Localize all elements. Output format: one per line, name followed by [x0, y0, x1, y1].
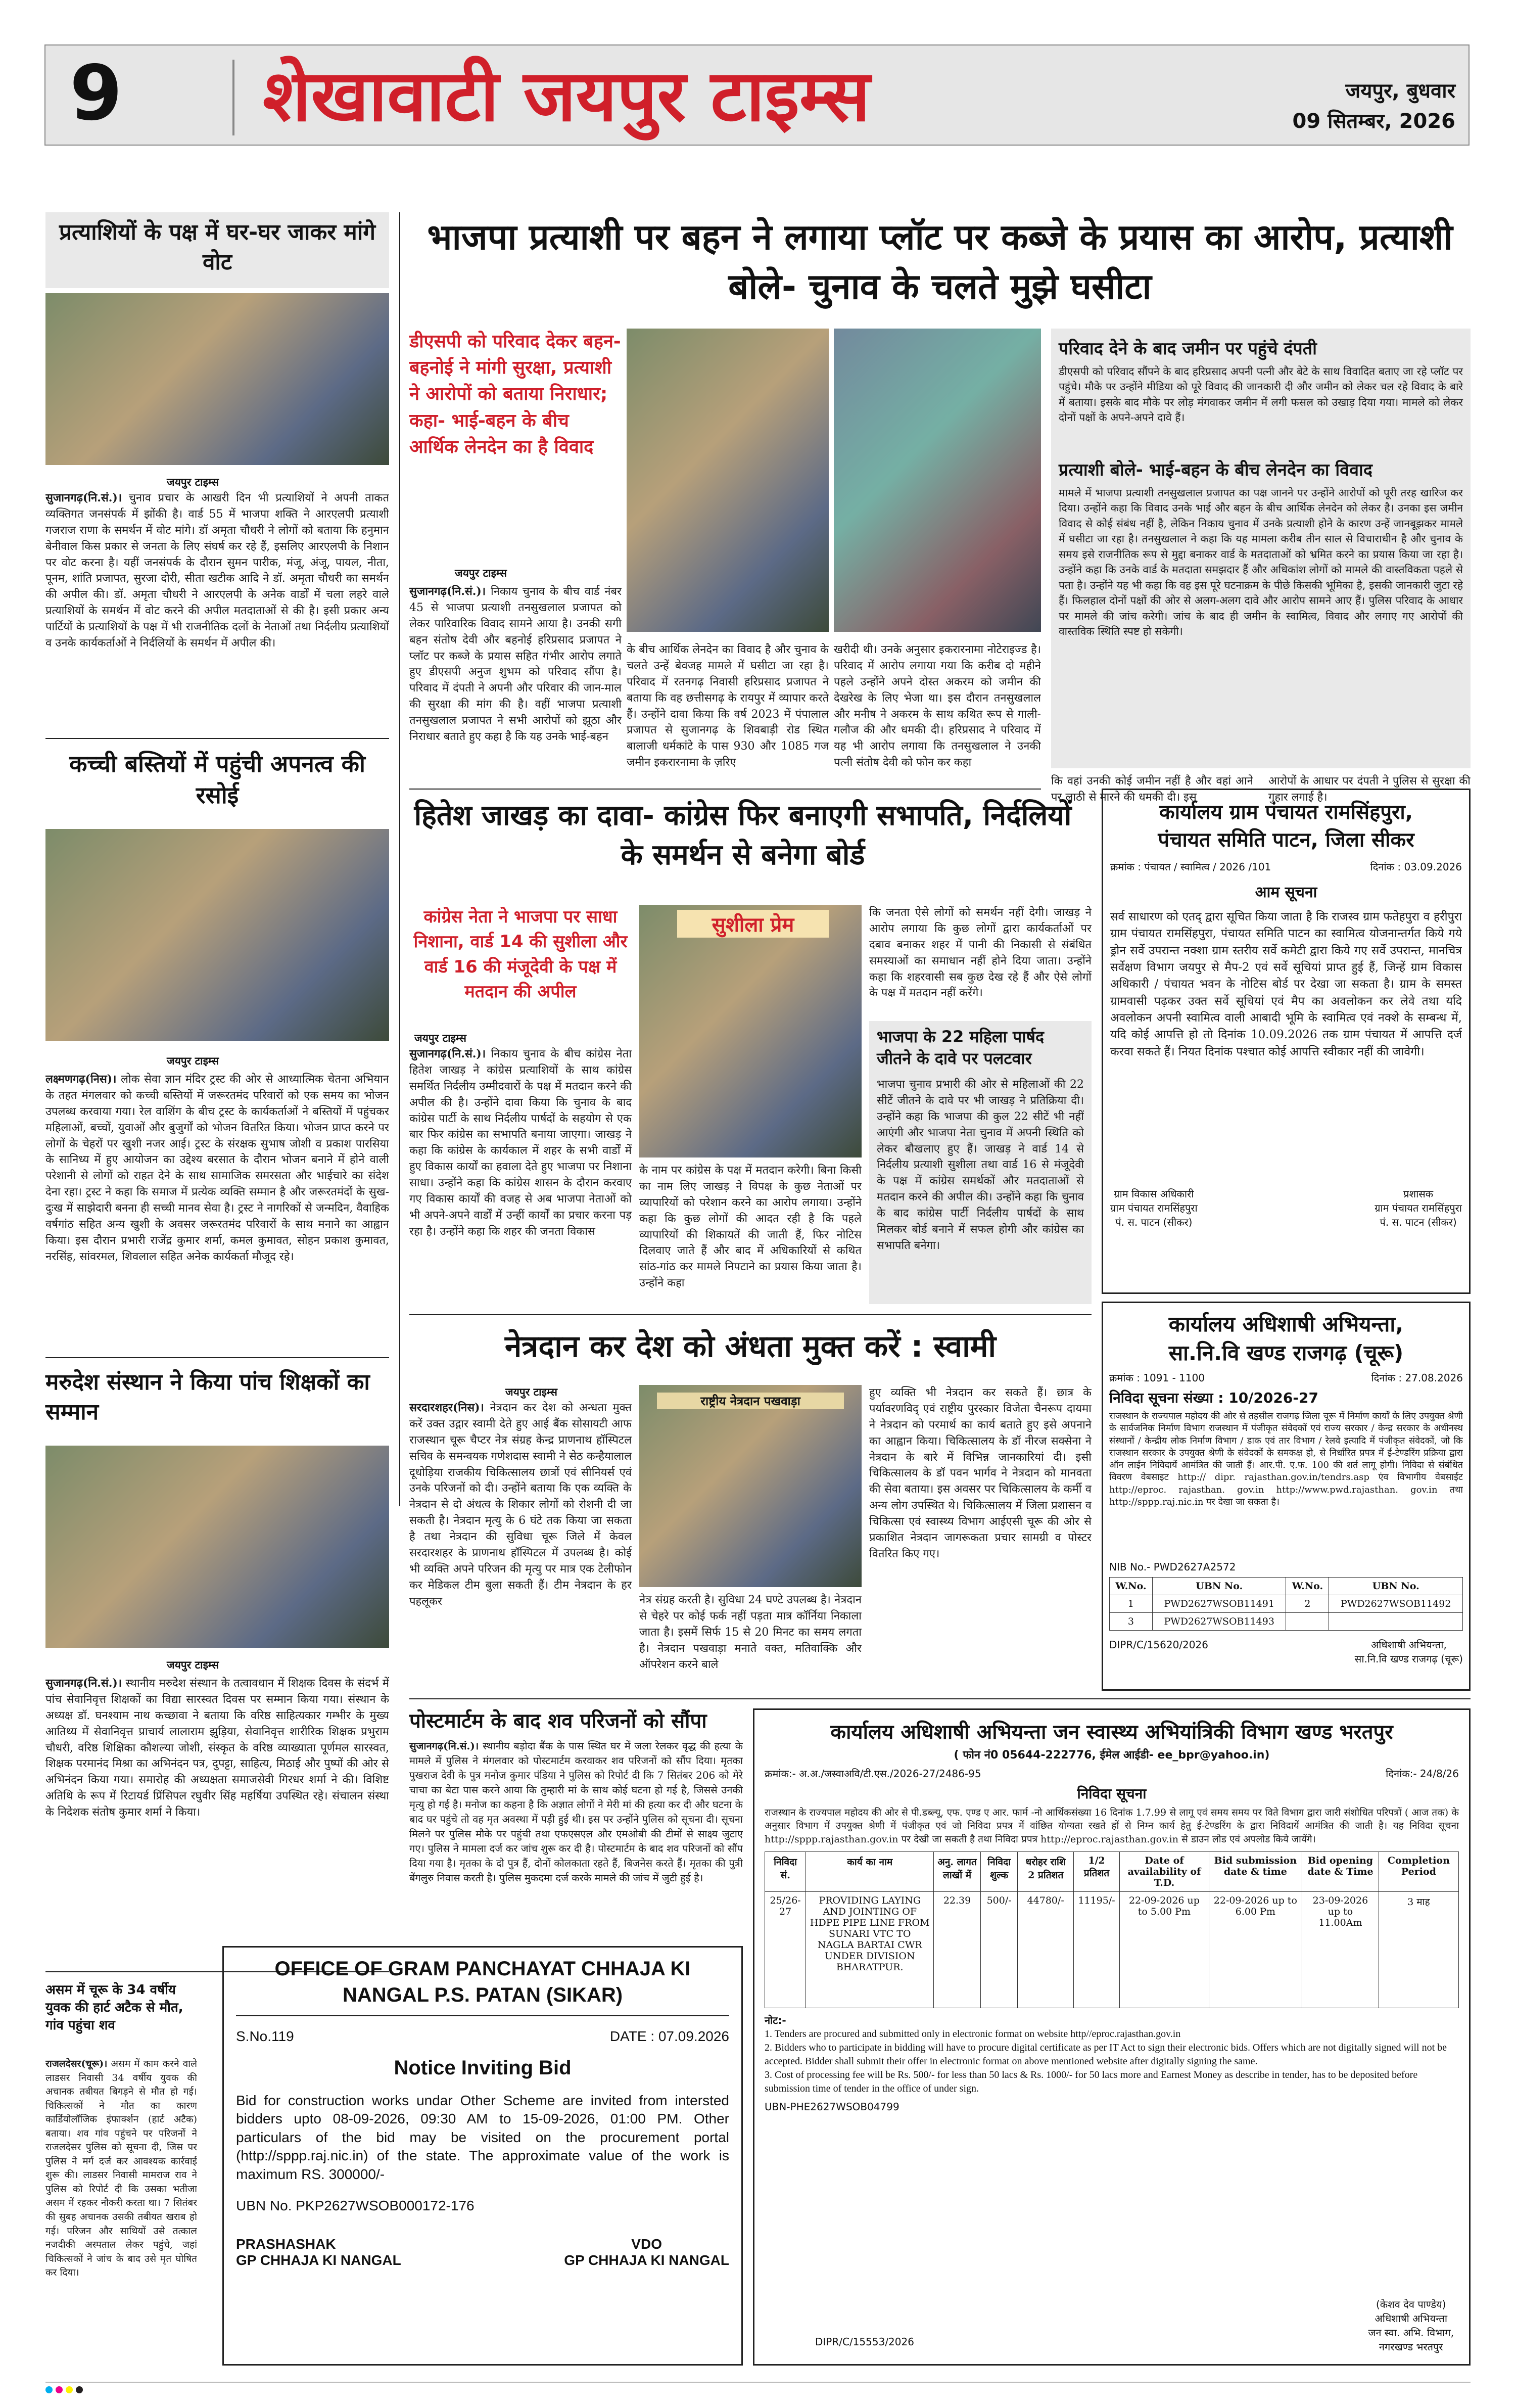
notice-signature: (केशव देव पाण्डेय) अधिशाषी अभियन्ता जन स्वा. अभि. विभाग, नगरखण्ड भरतपुर: [1368, 2298, 1454, 2353]
notice-title: कार्यालय ग्राम पंचायत रामसिंहपुरा,: [1159, 801, 1413, 824]
article-4-body: [45, 2057, 197, 2340]
article-1-headline: प्रत्याशियों के पक्ष में घर-घर जाकर मांगे वोट: [59, 219, 376, 275]
notice-title: OFFICE OF GRAM PANCHAYAT CHHAJA KI NANGAL P.S. PATAN (SIKAR): [236, 1956, 729, 2016]
article-2-dateline: लक्ष्मणगढ़(निस)।: [45, 1073, 117, 1086]
notice-date: दिनांक:- 24/8/26: [1386, 1767, 1459, 1780]
notice-nib-no: NIB No.- PWD2627A2572: [1109, 1561, 1236, 1573]
notice-body: राजस्थान के राज्यपाल महोदय की ओर से पी.डब्ल्यू, एफ. एण्ड ए आर. फार्म -नो आर्थिकसंख्या 16 दिनांक 1.7.99 से लागू एवं समय समय पर विते विभाग द्वारा जारी संशोधित परिपत्रों ( आज तक) के अनुसार विभाग में उपयुक्त श्रेणी में पंजीकृत एवं जो निविदा प्रपत्र में वांछित योग्यता रखते हों से निम्न कार्य हेतु ई-टेण्डरिंग के द्वारा निविदायें आमंत्रित की जाती है। यह निविदा सूचना http://sppp.rajasthan.gov.in पर देखी जा सकती है तथा निविदा प्रपत्र http://eproc.rajasthan.gov.in से डाउन लोड एवं अपलोड किये जायेंगे।: [765, 1807, 1459, 1845]
main-sidebox-title: परिवाद देने के बाद जमीन पर पहुंचे दंपती: [1059, 339, 1317, 359]
notice-chhaja: [222, 1946, 743, 2366]
main-dateline: सुजानगढ़(नि.सं.)।: [409, 585, 486, 598]
article-1-byline: जयपुर टाइम्स: [167, 476, 219, 488]
notice-body: सर्व साधारण को एतद् द्वारा सूचित किया जाता है कि राजस्व ग्राम फतेहपुरा व हरीपुरा ग्राम पंचायत रामसिंहपुरा, पंचायत समिति पाटन का स्वामित्व योजनान्तर्गत किये गये ड्रोन सर्वे उपरान्त नक्शा ग्राम स्तरीय सर्वे कमेटी द्वारा किये गए सर्वे उपरान्त, मानचित्र सर्वेक्षण विभाग जयपुर से मैप-2 एवं सर्वे सूचियां प्राप्त हुई हैं, जिन्हें ग्राम विकास अधिकारी / पंचायत भवन के नोटिस बोर्ड पर देखा जा सकता है। ग्राम के समस्त ग्रामवासी पढ़कर उक्त सर्वे सूचियां एवं मैप का अवलोकन कर लेवे तथा यदि अवलोकन अपनी स्वामित्व वाली आबादी भूमि के स्वामित्व एवं नक्शे के सम्बन्ध में, यदि कोई आपत्ति हो तो दिनांक 10.09.2026 तक ग्राम पंचायत में आपत्ति दर्ज करवा सकते हैं। नियत दिनांक पश्चात कोई आपत्ति स्वीकार नहीं की जावेगी।: [1110, 910, 1462, 1058]
divider: [45, 1357, 389, 1358]
notice-ref: क्रमांक:- अ.अ./जस्वाअवि/टी.एस./2026-27/2486-95: [765, 1767, 981, 1780]
story3-headline: नेत्रदान कर देश को अंधता मुक्त करें : स्वामी: [504, 1329, 997, 1364]
notice-date: DATE : 07.09.2026: [609, 2028, 729, 2044]
story2-sidebox-title: भाजपा के 22 महिला पार्षद जीतने के दावे पर पलटवार: [877, 1027, 1045, 1069]
article-3-headline: मरुदेश संस्थान ने किया पांच शिक्षकों का सम्मान: [45, 1369, 370, 1425]
story2-sidebox-text: भाजपा चुनाव प्रभारी की ओर से महिलाओं की 22 सीटें जीतने के दावे पर भी जाखड़ ने प्रतिक्रिया दी। उन्होंने कहा कि भाजपा की कुल 22 सीटें भी नहीं आएंगी और भाजपा नेता चुनाव में अपनी स्थिति को लेकर बौखलाए हुए हैं। जाखड़ ने वार्ड 14 से निर्दलीय प्रत्याशी सुशीला तथा वार्ड 16 से मंजूदेवी के पक्ष में कांग्रेस समर्थकों और मतदाताओं से मतदान करने की अपील की। उन्होंने कहा कि चुनाव के बाद कांग्रेस पार्टी निर्दलीय पार्षदों के साथ मिलकर बोर्ड बनाने में सफल होगी और कांग्रेस का सभापति बनेगा।: [877, 1078, 1084, 1252]
header-date: 09 सितम्बर, 2026: [1292, 110, 1455, 133]
masthead-divider: [232, 60, 234, 135]
main-subhead: डीएसपी को परिवाद देकर बहन-बहनोई ने मांगी सुरक्षा, प्रत्याशी ने आरोपों को बताया निराधार; कहा- भाई-बहन के बीच आर्थिक लेनदेन का है विवाद: [409, 331, 621, 457]
story2-subhead: कांग्रेस नेता ने भाजपा पर साधा निशाना, वार्ड 14 की सुशीला और वार्ड 16 की मंजूदेवी के पक्ष में मतदान की अपील: [413, 907, 628, 1002]
main-tail-2: आरोपों के आधार पर दंपती ने पुलिस से सुरक्षा की गुहार लगाई है।: [1268, 775, 1471, 804]
article-4-headline: असम में चूरू के 34 वर्षीय युवक की हार्ट अटैक से मौत, गांव पहुंचा शव: [45, 1982, 183, 2033]
article-2-headline: कच्ची बस्तियों में पहुंची अपनत्व की रसोई: [69, 750, 365, 809]
notice-date: दिनांक : 27.08.2026: [1371, 1372, 1463, 1384]
story2-body-col3: कि जनता ऐसे लोगों को समर्थन नहीं देगी। जाखड़ ने आरोप लगाया कि कुछ लोगों द्वारा कार्यकर्ताओं पर दबाव बनाकर शहर में पानी की निकासी से संबंधित समस्याओं का समाधान नहीं होने दिया जाता। उन्होंने कहा कि शहरवासी सब कुछ देख रहे हैं और ऐसे लोगों के पक्ष में मतदान नहीं करेंगे।: [869, 906, 1092, 1000]
main-photo-complainant: [834, 329, 1041, 632]
notice-signature-right: प्रशासक ग्राम पंचायत रामसिंहपुरा पं. स. पाटन (सीकर): [1375, 1188, 1462, 1228]
main-byline: जयपुर टाइम्स: [455, 567, 507, 579]
notice-ref: क्रमांक : 1091 - 1100: [1109, 1372, 1205, 1384]
article-1-dateline: सुजानगढ़(नि.सं.)।: [45, 491, 122, 504]
notice-title: कार्यालय अधिशाषी अभियन्ता,: [1168, 1312, 1404, 1336]
article-2-text: लोक सेवा ज्ञान मंदिर ट्रस्ट की ओर से आध्यात्मिक चेतना अभियान के तहत मंगलवार को कच्ची बस्तियों में जरूरतमंद परिवारों को एक समय का भोजन उपलब्ध करवाया गया। रेल वाशिंग के बीच ट्रस्ट के कार्यकर्ताओं ने बस्तियों में पहुंचकर महिलाओं, बच्चों, युवाओं और बुजुर्गों को भोजन वितरित किया। भोजन प्राप्त करने पर लोगों के चेहरों पर खुशी नजर आई। ट्रस्ट के संरक्षक सुभाष जोशी व प्रकाश पारसिया के सानिध्य में हुए आयोजन का उद्देश्य बरसात के दौरान भोजन बनाने में होने वाली परेशानी से लोगों को राहत देने के साथ सामाजिक समरसता और भाईचारे का संदेश देना रहा। ट्रस्ट ने कहा कि समाज में प्रत्येक व्यक्ति सम्मान है और जरूरतमंदों के सुख-दुःख में साझेदारी बनना ही सच्ची मानव सेवा है। ट्रस्ट ने नागरिकों से जन्मदिन, वैवाहिक वर्षगांठ सहित अन्य खुशी के अवसर जरूरतमंद परिवारों के साथ मनाने का आह्वान किया। इस दौरान प्रभारी राजेंद्र कुमार शर्मा, कमल कुमावत, सोहन प्रकाश कुमावत, नरसिंह, सांवरमल, शिवलाल सहित अनेक कार्यकर्ता मौजूद रहे।: [45, 1073, 389, 1263]
column-divider: [399, 212, 400, 1506]
article-2-byline: जयपुर टाइम्स: [167, 1055, 219, 1067]
story2-headline: हितेश जाखड़ का दावा- कांग्रेस फिर बनाएगी सभापति, निर्दलियों के समर्थन से बनेगा बोर्ड: [414, 799, 1072, 872]
registration-dots: [45, 2382, 1471, 2394]
article-3-photo: [45, 1446, 389, 1648]
article-1-text: चुनाव प्रचार के आखरी दिन भी प्रत्याशियों ने अपनी ताकत व्यक्तिगत जनसंपर्क में झोंकी है। वार्ड 55 में भाजपा शक्ति ने आरएलपी प्रत्याशी गजराज राणा के समर्थन में वोट मांगे। डॉ अमृता चौधरी ने लोगों को बताया कि हनुमान बेनीवाल किस प्रकार से जनता के लिए संघर्ष कर रहे हैं, इसलिए आरएलपी के निशान पर वोट करना है। यहीं जनसंपर्क के दौरान सुमन पारीक, मंजू, अंजू, पायल, नीता, पूनम, शांति प्रजापत, सुरजा दोरी, सीता खटीक आदि ने डॉ. अमृता चौधरी का समर्थन की अपील की। डॉ. अमृता चौधरी ने आरएलपी के अनेक वार्डों में चला लहरे वाले प्रत्याशियों के समर्थन में वोट करने की अपील मतदाताओं से की है। इसी प्रकार अन्य पार्टियों के प्रत्याशियों के पक्ष में भी राजनीतिक दलों के नेताओं तथा निर्दलीय प्रत्याशियों व उनके कार्यकर्ताओं ने निर्दलियों के समर्थन में अपील की।: [45, 492, 389, 650]
main-body-col2: के बीच आर्थिक लेनदेन का विवाद है और चुनाव के चलते उन्हें बेवजह मामले में घसीटा जा रहा है। परिवाद में रतनगढ़ निवासी हरिप्रसाद प्रजापत ने बताया कि वह छत्तीसगढ़ के रायपुर में व्यापार करते हैं। उन्होंने दावा किया कि वर्ष 2023 में पंपालाल प्रजापत से सुजानगढ़ के शिवबाड़ी रोड स्थित बालाजी धर्मकांटे के पास 930 और 1085 गज जमीन इकरारनामा के ज़रिए: [627, 643, 829, 769]
article-1-body: [45, 490, 389, 733]
story3-byline: जयपुर टाइम्स: [505, 1386, 557, 1398]
notice-phone: ( फोन नं0 05644-222776, ईमेल आईडी- ee_bpr@yahoo.in): [954, 1749, 1270, 1762]
article-4-dateline: राजलदेसर(चूरू)।: [45, 2058, 108, 2069]
notice-heading: Notice Inviting Bid: [394, 2057, 572, 2079]
story3-body-col3: हुए व्यक्ति भी नेत्रदान कर सकते हैं। छात्र के पर्यावरणविद् एवं राष्ट्रीय पुरस्कार विजेता चैनरूप दायमा ने नेत्रदान को परमार्थ का कार्य बताते हुए इसे अपनाने का आह्वान किया। चिकित्सालय के डॉ नीरज सक्सेना ने नेत्रदान के बारे में विभिन्न जानकारियां दी। इसी चिकित्सालय के डॉ पवन भार्गव ने नेत्रदान को मानवता की सेवा बताया। इस अवसर पर चिकित्सालय के कर्मी व अन्य लोग उपस्थित थे। चिकित्सालय में जिला प्रशासन व चिकित्सा एवं स्वास्थ्य विभाग आईएसी चूरू की ओर से प्रकाशित नेत्रदान जागरूकता प्रचार सामग्री व पोस्टर वितरित किए गए।: [869, 1386, 1092, 1560]
notice-dipr: DIPR/C/15620/2026: [1109, 1639, 1208, 1651]
main-body-col3: खरीदी थी। उनके अनुसार इकरारनामा नोटेराइज्ड है। परिवाद में आरोप लगाया गया कि करीब दो महीने पहले उन्होंने अपने दोस्त अकरम को जमीन की देखरेख के लिए भेजा था। इस दौरान तनसुखलाल और मनीष ने अकरम के साथ कथित रूप से गाली-गलौज की और धमकी दी। हरिप्रसाद ने परिवाद में यह भी आरोप लगाया कि तनसुखलाल ने उनकी पत्नी संतोष देवी को फोन कर कहा: [834, 643, 1041, 769]
notice-nib-label: निविदा सूचना संख्या : 10/2026-27: [1109, 1390, 1318, 1406]
divider: [409, 1314, 1092, 1315]
story4-body: सुजानगढ़(नि.सं.)। स्थानीय बड़ोदा बैंक के पास स्थित घर में जला रेलकर वृद्ध की हत्या के मामले में पुलिस ने मंगलवार को पोस्टमार्टम करवाकर शव परिजनों को सौंप दिया। मृतका पुखराज देवी के पुत्र मनोज कुमार पंडिया ने पुलिस को रिपोर्ट दी कि 7 सितंबर 206 को मेरे चाचा का बेटा पास करने आया कि तुम्हारी मां के साथ कोई घटना हो गई है, जिससे उनकी मृत्यु हो गई है। मनोज का कहना है कि अज्ञात लोगों ने मेरी मां की हत्या कर दी और घटना के बाद घर पहुंचे तो वह मृत अवस्था में पड़ी हुई थी। इस पर उन्होंने पुलिस को सूचना दी। सूचना मिलने पर पुलिस मौके पर पहुंची तथा एफएसएल और एमओबी की टीमों से साक्ष्य जुटाए गए। पुलिस ने मामला दर्ज कर जांच शुरू कर दी है। पोस्टमार्टम के बाद शव परिजनों को सौंप दिया गया है। मृतका के दो पुत्र हैं, दोनों कोलकाता रहते हैं, बिजनेस करते हैं। मृतका की पुत्री बेंगलुरु निवास करती है। पुलिस मुकदमा दर्ज करके मामले की जांच में जुटी हुई है।: [409, 1740, 743, 1884]
story2-photo-banner: सुशीला प्रेम: [677, 910, 829, 938]
notice-subtitle: पंचायत समिति पाटन, जिला सीकर: [1158, 828, 1414, 852]
story3-photo: [639, 1385, 862, 1587]
notice-heading: निविदा सूचना: [1077, 1785, 1147, 1802]
article-4-text: असम में काम करने वाले लाडसर निवासी 34 वर्षीय युवक की अचानक तबीयत बिगड़ने से मौत हो गई। चिकित्सकों ने मौत का कारण कार्डियोलॉजिक इंफार्क्शन (हार्ट अटैक) बताया। शव गांव पहुंचने पर परिजनों ने राजलदेसर पुलिस को सूचना दी, जिस पर पुलिस ने मर्ग दर्ज कर आवश्यक कार्रवाई शुरू की। लाडसर निवासी मामराज राव ने पुलिस को रिपोर्ट दी कि उसका भतीजा असम में रहकर नौकरी करता था। 7 सितंबर की सुबह अचानक उसकी तबीयत खराब हो गई। परिजन और साथियों उसे तत्काल नजदीकी अस्पताल लेकर पहुंचे, जहां चिकित्सकों ने जांच के बाद उसे मृत घोषित कर दिया।: [45, 2058, 197, 2279]
divider: [45, 738, 389, 739]
ubn-table: W.No. UBN No. W.No. UBN No. 1 PWD2627WSOB11491 2 PWD2627WSOB11492 3 PWD2627WSOB11493: [1109, 1577, 1463, 1631]
article-3-byline: जयपुर टाइम्स: [167, 1659, 219, 1671]
tender-table: निविदा सं. कार्य का नाम अनु. लागत लाखों में निविदा शुल्क धरोहर राशि 2 प्रतिशत 1/2 प्रतिशत Date of availability of T.D. Bid submission date & time Bid opening date & Time Completion Period 25/26-27 PROVIDING LAYING AND JOINTING OF HDPE PIPE LINE FROM SUNARI VTC TO NAGLA BARTAI CWR UNDER DIVISION BHARATPUR. 22.39 500/- 44780/- 11195/- 22-09-2026 up to 5.00 Pm 22-09-2026 up to 6.00 Pm 23-09-2026 up to 11.00Am 3 माह: [765, 1851, 1459, 2008]
article-3-dateline: सुजानगढ़(नि.सं.)।: [45, 1677, 122, 1690]
notice-ramsinghpura: [1102, 789, 1471, 1294]
table-row: 1 PWD2627WSOB11491 2 PWD2627WSOB11492: [1110, 1595, 1463, 1613]
notes-label: नोट:-: [765, 2014, 786, 2026]
notice-dipr: DIPR/C/15553/2026: [815, 2336, 914, 2348]
story3-photo-banner: राष्ट्रीय नेत्रदान पखवाड़ा: [657, 1393, 844, 1409]
notice-title: कार्यालय अधिशाषी अभियन्ता जन स्वास्थ्य अभियांत्रिकी विभाग खण्ड भरतपुर: [830, 1721, 1393, 1744]
notice-rajgarh: [1102, 1302, 1471, 1691]
table-row: 25/26-27 PROVIDING LAYING AND JOINTING OF HDPE PIPE LINE FROM SUNARI VTC TO NAGLA BARTAI CWR UNDER DIVISION BHARATPUR. 22.39 500/- 44780/- 11195/- 22-09-2026 up to 5.00 Pm 22-09-2026 up to 6.00 Pm 23-09-2026 up to 11.00Am 3 माह: [765, 1891, 1459, 2008]
story3-body-col2: नेत्र संग्रह करती है। सुविधा 24 घण्टे उपलब्ध है। नेत्रदान से चेहरे पर कोई फर्क नहीं पड़ता मात्र कॉर्निया निकाला जाता है। इसमें सिर्फ 15 से 20 मिनट का समय लगता है। नेत्रदान पखवाड़ा मनाते वक्त, मतिवाक्कि और ऑपरेशन करने बाले: [639, 1594, 862, 1671]
notice-ubn: UBN No. PKP2627WSOB000172-176: [236, 2197, 475, 2213]
notice-body: राजस्थान के राज्यपाल महोदय की ओर से तहसील राजगढ़ जिला चूरू में निर्माण कार्यों के लिए उपयुक्त श्रेणी के सार्वजनिक निर्माण विभाग राजस्थान में पंजीकृत संवेदकों एवं राज्य सरकार / केन्द्र सरकार के अधीनस्थ संस्थानों / केन्द्रीय लोक निर्माण विभाग / डाक एवं तार विभाग / रेलवे इत्यादि में पंजीकृत संवेदकों, जो कि राजस्थान सरकार के उपयुक्त श्रेणी के संवेदकों के समकक्ष हो, से निर्धारित प्रपत्र में ई-टेण्डरिंग प्रक्रिया द्वारा ऑन लाईन निविदायें आमंत्रित की जाती हैं। आर.पी. ए.फ. 100 की शर्त लागू होगी। निविदा से संबंधित विवरण वेबसाइट http:// dipr. rajasthan.gov.in/tendrs.asp एंव विभागीय वेबसाईट http://eproc. rajasthan. gov.in http://www.pwd.rajasthan. gov.in तथा http://sppp.raj.nic.in पर देखा जा सकता है।: [1109, 1411, 1463, 1508]
divider: [409, 1698, 1471, 1699]
article-3-text: स्थानीय मरुदेश संस्थान के तत्वावधान में शिक्षक दिवस के संदर्भ में पांच सेवानिवृत्त शिक्षकों का विद्या सारस्वत दिवस पर सम्मान किया गया। संस्थान के अध्यक्ष डॉ. घनश्याम नाथ कच्छावा ने बताया कि वरिष्ठ साहित्यकार गम्भीर के मुख्य आतिथ्य में सेवानिवृत्त प्राचार्य लालाराम झुड़िया, सेवानिवृत्त शारीरिक शिक्षक प्रभुराम चौधरी, वरिष्ठ शिक्षिका कौशल्या जोशी, संस्कृत के वरिष्ठ व्याख्याता पूर्णमल सारस्वत, शिक्षक परमानंद मिश्रा का अभिनंदन पत्र, दुपट्टा, साहित्य, मिठाई और पुष्पों की ओर से अभिनंदन किया गया। समारोह की अध्यक्षता समाजसेवी गिरधर शर्मा ने की। विशिष्ट अतिथि के रूप में रिटायर्ड प्रिंसिपल रघुवीर सिंह महर्षिया उपस्थित रहे। संचालन संस्था के निदेशक संतोष कुमार शर्मा ने किया।: [45, 1677, 389, 1819]
main-sidebox-text: डीएसपी को परिवाद सौंपने के बाद हरिप्रसाद अपनी पत्नी और बेटे के साथ विवादित बताए जा रहे प्लॉट पर पहुंचे। मौके पर उन्होंने मीडिया को पूरे विवाद की जानकारी दी और जमीन को लेकर चल रहे विवाद के बारे में बताया। इसके बाद मौके पर लोड़ मंगवाकर जमीन में लगी फसल को उखाड़ दिया गया। मामले को लेकर दोनों पक्षों के अपने-अपने दावे हैं।: [1059, 365, 1463, 424]
main-headline: भाजपा प्रत्याशी पर बहन ने लगाया प्लॉट पर कब्जे के प्रयास का आरोप, प्रत्याशी बोले- चुनाव के चलते मुझे घसीटा: [427, 216, 1453, 307]
story3-body-col1: सरदारशहर(निस)। नेत्रदान कर देश को अन्धता मुक्त करें उक्त उद्गार स्वामी देते हुए आई बैंक सोसायटी आफ राजस्थान चूरू चैप्टर नेत्र संग्रह केन्द्र प्राणनाथ हॉस्पिटल सचिव के समन्वयक गणेशदास स्वामी ने सेठ कन्हैयालाल दूधोड़िया राजकीय चिकित्सालय छात्रों एवं सीनियर्स एवं उनके परिजनों को दी। उन्होंने बताया कि एक व्यक्ति के नेत्रदान से दो अंधत्व के शिकार लोगों को रोशनी दी जा सकती है। नेत्रदान मृत्यु के 6 घंटे तक किया जा सकता है तथा नेत्रदान की सुविधा चूरू जिले में केवल सरदारशहर के प्राणनाथ हॉस्पिटल में उपलब्ध है। कोई भी व्यक्ति अपने परिजन की मृत्यु पर मात्र एक टेलीफोन कर मेडिकल टीम बुला सकती हैं। टीम नेत्रदान के हर पहलूकर: [409, 1401, 632, 1608]
notice-heading: आम सूचना: [1255, 884, 1317, 901]
article-2-body: [45, 1072, 389, 1355]
notice-signature: अधिशाषी अभियन्ता, सा.नि.वि खण्ड राजगढ़ (चूरू): [1354, 1639, 1463, 1665]
article-1-photo: [45, 293, 389, 465]
notice-signature-right: VDO GP CHHAJA KI NANGAL: [564, 2236, 729, 2268]
page-number: 9: [69, 50, 123, 137]
story2-byline: जयपुर टाइम्स: [414, 1032, 466, 1044]
header-city-day: जयपुर, बुधवार: [1345, 79, 1455, 103]
main-tail-1: कि वहां उनकी कोई जमीन नहीं है और वहां आने पर लाठी से मारने की धमकी दी। इस: [1051, 775, 1253, 804]
divider: [409, 789, 1041, 790]
main-sidebox-title-2: प्रत्याशी बोले- भाई-बहन के बीच लेनदेन का विवाद: [1059, 460, 1372, 480]
main-photo-candidate: [627, 329, 829, 632]
note-item: 2. Bidders who to participate in bidding will have to procure digital certificate as per IT Act to sign their electronic bids. Offers which are not digitally signed will not be accepted. Bidder shall submit their offer in electronic format on above mentioned website after digitally signing the same.: [765, 2042, 1447, 2067]
notice-subtitle: सा.नि.वि खण्ड राजगढ़ (चूरू): [1168, 1340, 1404, 1365]
note-item: 3. Cost of processing fee will be Rs. 500/- for less than 50 lacs & Rs. 1000/- for 50 lacs more and Earnest Money as describe in tender, has to be deposited before submission time of tender in the office of under sign.: [765, 2069, 1418, 2094]
article-2-photo: [45, 829, 389, 1041]
table-row: 3 PWD2627WSOB11493: [1110, 1613, 1463, 1631]
notice-signature-left: ग्राम विकास अधिकारी ग्राम पंचायत रामसिंहपुरा पं. स. पाटन (सीकर): [1110, 1188, 1198, 1228]
notice-date: दिनांक : 03.09.2026: [1370, 861, 1462, 873]
story2-photo: [639, 905, 862, 1157]
notice-sno: S.No.119: [236, 2028, 294, 2044]
story2-body-col1: सुजानगढ़(नि.सं.)। निकाय चुनाव के बीच कांग्रेस नेता हितेश जाखड़ ने कांग्रेस प्रत्याशियों के साथ कांग्रेस समर्थित निर्दलीय उम्मीदवारों के पक्ष में मतदान करने की अपील की है। उन्होंने दावा किया कि चुनाव के बाद कांग्रेस पार्टी के साथ निर्दलीय पार्षदों के सहयोग से एक बार फिर कांग्रेस का सभापति बनाया जाएगा। जाखड़ ने कहा कि कांग्रेस के कार्यकाल में शहर के सभी वार्डों में हुए विकास कार्यों का हवाला देते हुए भाजपा पर निशाना साधा। उन्होंने कहा कि कांग्रेस शासन के दौरान करवाए गए विकास कार्यों की वजह से अब भाजपा नेताओं को भी अपने-अपने वार्डों में उन्हीं कार्यों का प्रचार करना पड़ रहा है। उन्होंने कहा कि शहर की जनता विकास: [409, 1047, 632, 1238]
story4-headline: पोस्टमार्टम के बाद शव परिजनों को सौंपा: [409, 1709, 707, 1733]
story2-body-col2: के नाम पर कांग्रेस के पक्ष में मतदान करेगी। बिना किसी का नाम लिए जाखड़ ने विपक्ष के कुछ नेताओं पर व्यापारियों को परेशान करने का आरोप लगाया। उन्होंने कहा कि कुछ लोगों की आदत रही है कि पहले व्यापारियों की शिकायतें की जाती हैं, फिर नोटिस दिलवाए जाते हैं और बाद में अधिकारियों से कथित सांठ-गांठ कर मामले निपटाने का प्रयास किया जाता है। उन्होंने कहा: [639, 1164, 862, 1290]
main-sidebox-text-2: मामले में भाजपा प्रत्याशी तनसुखलाल प्रजापत का पक्ष जानने पर उन्होंने आरोपों को पूरी तरह खारिज कर दिया। उन्होंने कहा कि विवाद उनके भाई और बहन के बीच आर्थिक लेनदेन को लेकर है। उनका इस जमीन विवाद से कोई संबंध नहीं है, लेकिन निकाय चुनाव में उनके प्रत्याशी होने के कारण उन्हें जानबूझकर मामले में घसीटा जा रहा है। तनसुखलाल ने कहा कि यह मामला करीब तीन साल से विचाराधीन है और चुनाव के समय इसे राजनीतिक रूप से मुद्दा बनाकर वार्ड के मतदाताओं को भ्रमित करने का प्रयास किया जा रहा है। उन्होंने कहा कि उनके वार्ड के मतदाता समझदार हैं और अधिकांश लोगों को मामले की वास्तविकता पहले से पता है। उन्होंने यह भी कहा कि वह इस पूरे घटनाक्रम के पीछे किसकी भूमिका है, इसकी जानकारी जुटा रहे हैं। फिलहाल दोनों पक्षों की ओर से अलग-अलग दावे और आरोप सामने आए हैं। पुलिस परिवाद के आधार पर मामले की जांच करेगी। जांच के बाद ही जमीन के स्वामित्व, विवाद और लगाए गए आरोपों की वास्तविक स्थिति स्पष्ट हो सकेगी।: [1059, 487, 1463, 637]
notice-ref: क्रमांक : पंचायत / स्वामित्व / 2026 /101: [1110, 861, 1271, 873]
notice-ubn: UBN-PHE2627WSOB04799: [765, 2100, 899, 2113]
masthead-title: शेखावाटी जयपुर टाइम्स: [263, 55, 870, 137]
notice-bharatpur: [753, 1708, 1471, 2366]
main-body-col1: सुजानगढ़(नि.सं.)। निकाय चुनाव के बीच वार्ड नंबर 45 से भाजपा प्रत्याशी तनसुखलाल प्रजापत को लेकर पारिवारिक विवाद सामने आया है। उनकी सगी बहन संतोष देवी और बहनोई हरिप्रसाद प्रजापत ने प्लॉट पर कब्जे के प्रयास सहित गंभीर आरोप लगाते हुए डीएसपी अनुज शुभम को परिवाद सौंपा है। परिवाद में दंपती ने अपनी और परिवार की जान-माल की सुरक्षा की मांग की है। वहीं भाजपा प्रत्याशी तनसुखलाल प्रजापत ने सभी आरोपों को झूठा और निराधार बताते हुए कहा है कि यह उनके भाई-बहन: [409, 585, 622, 744]
note-item: 1. Tenders are procured and submitted only in electronic format on website http//eproc.rajasthan.gov.in: [765, 2028, 1181, 2040]
notice-body: Bid for construction works undar Other Scheme are invited from intersted bidders upto 08-09-2026, 09:30 AM to 15-09-2026, 01:00 PM. Other particulars of the bid may be visited on the procurement portal (http://sppp.raj.nic.in) of the state. The approximate value of the work is maximum RS. 300000/-: [236, 2093, 729, 2182]
notice-signature-left: PRASHASHAK GP CHHAJA KI NANGAL: [236, 2236, 401, 2268]
article-3-body: [45, 1676, 389, 1969]
